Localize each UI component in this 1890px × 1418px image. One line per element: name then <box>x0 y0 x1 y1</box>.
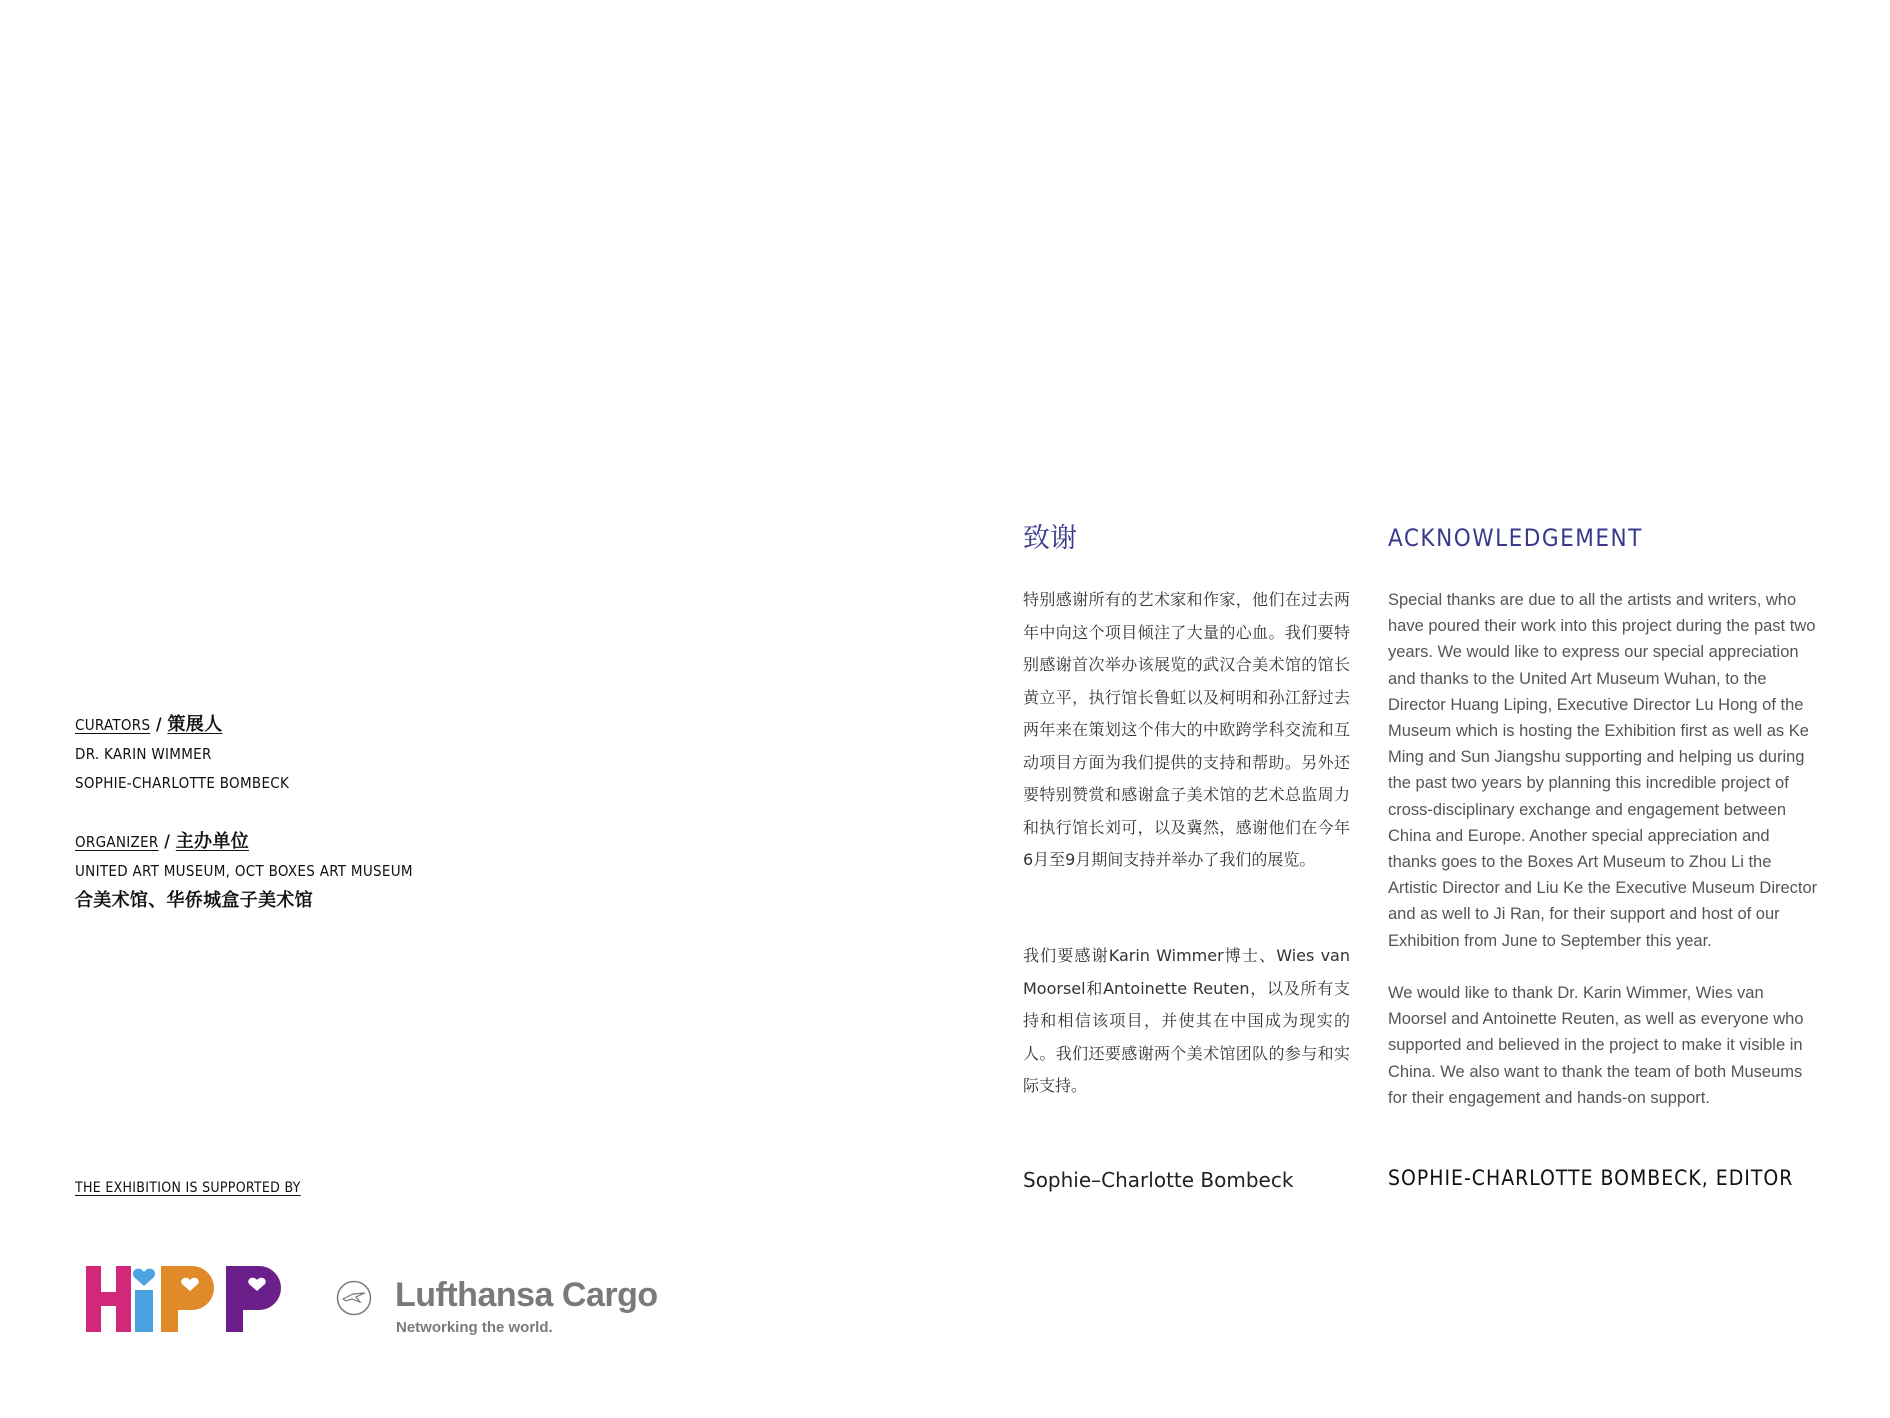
acknowledgement-paragraph-en: Special thanks are due to all the artists and writers, who have poured their work into this project during the past two years. We would like to express our special appreciation and thanks to the United Art Museum Wuhan, to the Director Huang Liping, Executive Director Lu Hong of the Museum which is hosting the Exhibition first as well as Ke Ming and Sun Jiangshu supporting and helping us during the past two years by planning this incredible project of cross-disciplinary exchange and engagement between China and Europe. Another special appreciation and thanks goes to the Boxes Art Museum to Zhou Li the Artistic Director and Liu Ke the Executive Museum Director and as well to Ji Ran, for their support and host of our Exhibition from June to September this year. <box>1388 591 1818 950</box>
curators-block <box>75 710 289 798</box>
acknowledgement-title-en: ACKNOWLEDGEMENT <box>1388 524 1643 552</box>
lufthansa-tagline: Networking the world. <box>396 1319 553 1336</box>
organizer-heading <box>75 827 413 857</box>
organizer-name-zh: 合美术馆、华侨城盒子美术馆 <box>75 890 313 911</box>
curator-name: DR. KARIN WIMMER <box>75 745 212 763</box>
organizer-name-en: UNITED ART MUSEUM, OCT BOXES ART MUSEUM <box>75 862 413 880</box>
curators-label-zh: 策展人 <box>167 714 223 735</box>
lufthansa-crane-icon <box>336 1280 372 1316</box>
organizer-label-en: ORGANIZER <box>75 833 159 851</box>
supported-by-label: THE EXHIBITION IS SUPPORTED BY <box>75 1180 301 1196</box>
acknowledgement-paragraph-zh: 我们要感谢Karin Wimmer博士、Wies van Moorsel和Antoinette Reuten，以及所有支持和相信该项目，并使其在中国成为现实的人。我们还要感谢两个美术馆团队的参与和实际支持。 <box>1023 946 1350 1095</box>
curator-name: SOPHIE-CHARLOTTE BOMBECK <box>75 774 290 792</box>
curators-label-en: CURATORS <box>75 716 151 734</box>
signature-zh: Sophie–Charlotte Bombeck <box>1023 1168 1294 1192</box>
acknowledgement-paragraph-en: We would like to thank Dr. Karin Wimmer, Wies van Moorsel and Antoinette Reuten, as well as everyone who supported and believed in the project to make it visible in China. We also want to thank the team of both Museums for their engagement and hands-on support. <box>1388 984 1804 1107</box>
signature-en: SOPHIE-CHARLOTTE BOMBECK, EDITOR <box>1388 1166 1794 1190</box>
lufthansa-cargo-wordmark: Lufthansa Cargo <box>395 1276 658 1314</box>
curators-separator: / <box>150 715 168 735</box>
hipp-logo <box>86 1262 308 1336</box>
acknowledgement-paragraph-zh: 特别感谢所有的艺术家和作家，他们在过去两年中向这个项目倾注了大量的心血。我们要特别感谢首次举办该展览的武汉合美术馆的馆长黄立平，执行馆长鲁虹以及柯明和孙江舒过去两年来在策划这个伟大的中欧跨学科交流和互动项目方面为我们提供的支持和帮助。另外还要特别赞赏和感谢盒子美术馆的艺术总监周力和执行馆长刘可，以及冀然，感谢他们在今年6月至9月期间支持并举办了我们的展览。 <box>1023 590 1350 869</box>
acknowledgement-title-zh: 致谢 <box>1023 523 1077 554</box>
organizer-block <box>75 827 413 915</box>
curators-heading <box>75 710 289 740</box>
organizer-separator: / <box>158 832 176 852</box>
organizer-label-zh: 主办单位 <box>175 831 249 852</box>
